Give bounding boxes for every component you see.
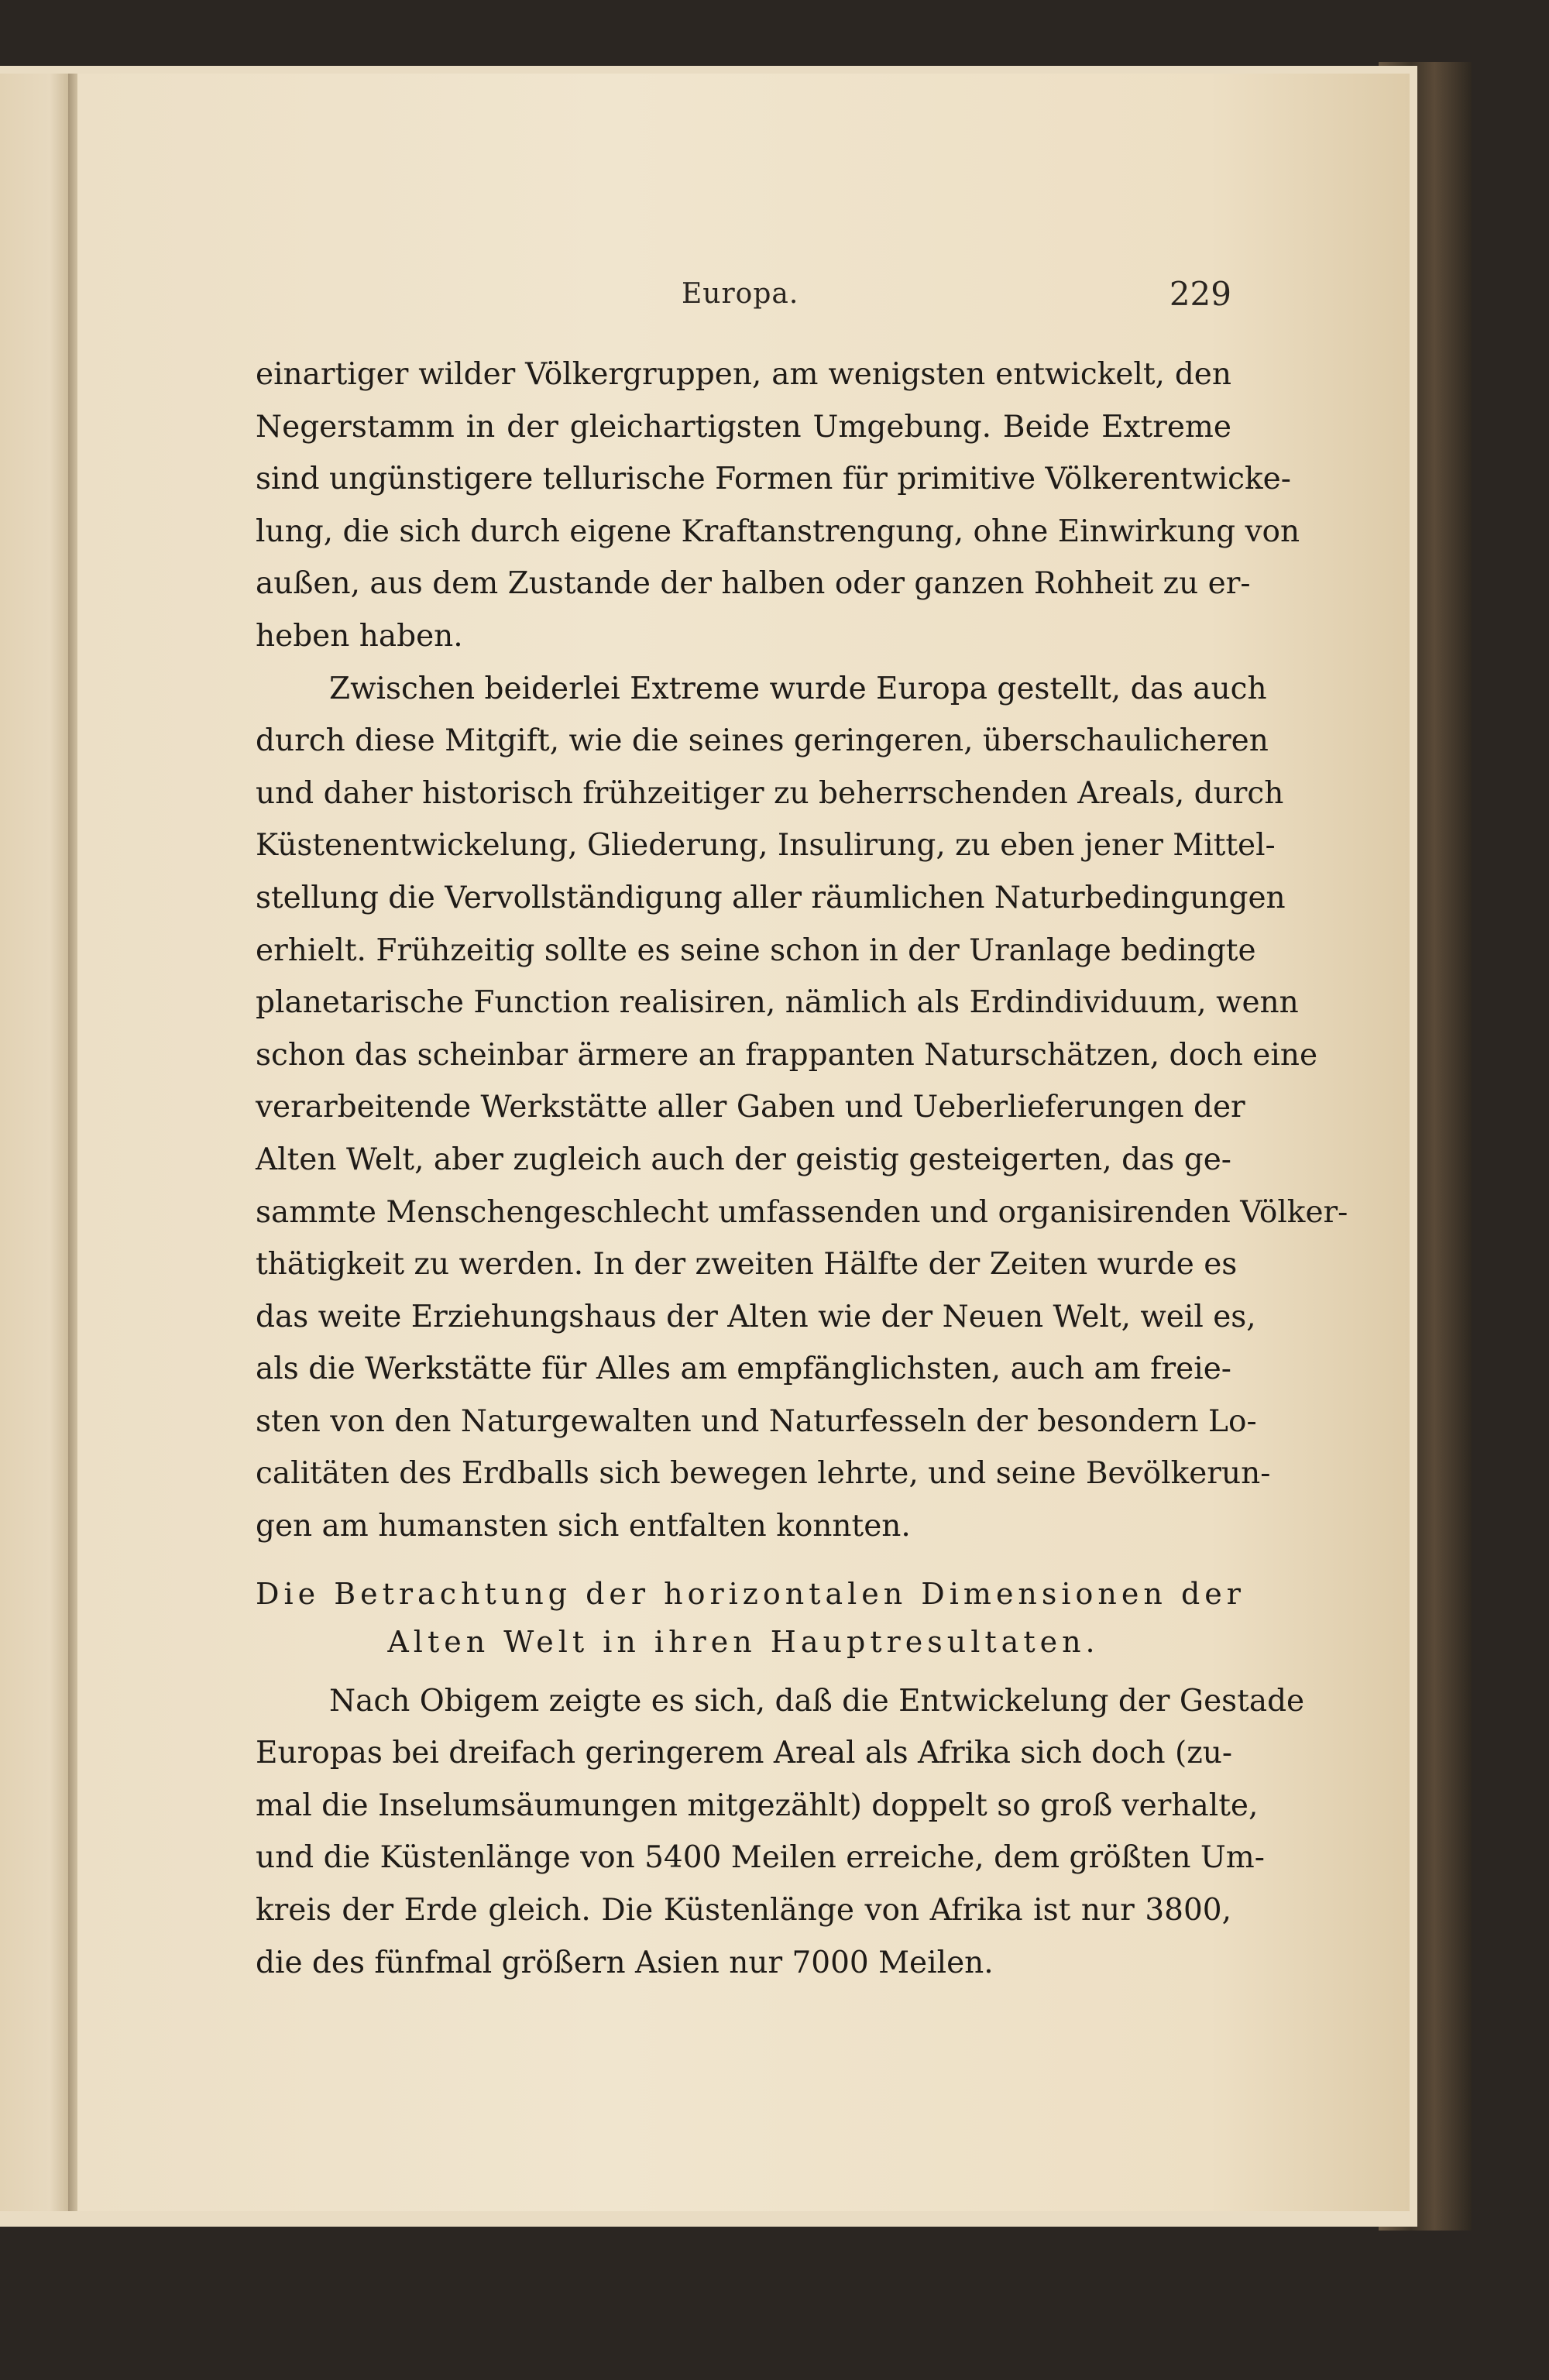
section-heading	[256, 1570, 1245, 1666]
text-line: gen am humansten sich entfalten konnten.	[256, 1509, 911, 1544]
text-line: mal die Inselumsäumungen mitgezählt) doppelt so groß verhalte,	[256, 1788, 1259, 1823]
text-line: Alten Welt, aber zugleich auch der geistig gesteigerten, das ge-	[256, 1142, 1231, 1177]
text-line: heben haben.	[256, 618, 463, 654]
running-head	[256, 275, 1231, 321]
text-line: als die Werkstätte für Alles am empfänglichsten, auch am freie-	[256, 1351, 1231, 1387]
text-line: außen, aus dem Zustande der halben oder ganzen Rohheit zu er-	[256, 566, 1251, 602]
text-line: und daher historisch frühzeitiger zu beherrschenden Areals, durch	[256, 775, 1284, 811]
text-line: sten von den Naturgewalten und Naturfesseln der besondern Lo-	[256, 1403, 1257, 1439]
text-line: durch diese Mitgift, wie die seines geringeren, überschaulicheren	[256, 723, 1269, 759]
text-line: erhielt. Frühzeitig sollte es seine schon in der Uranlage bedingte	[256, 932, 1256, 968]
text-line: Europas bei dreifach geringerem Areal als Afrika sich doch (zu-	[256, 1736, 1233, 1771]
left-page-edge	[0, 74, 71, 2211]
paragraph-1	[256, 349, 1300, 663]
spacer	[256, 1553, 1231, 1570]
text-line: stellung die Vervollständigung aller räumlichen Naturbedingungen	[256, 880, 1286, 915]
body-text	[256, 349, 1348, 1989]
text-line: lung, die sich durch eigene Kraftanstrengung, ohne Einwirkung von	[256, 513, 1300, 549]
text-line: Negerstamm in der gleichartigsten Umgebung. Beide Extreme	[256, 409, 1231, 445]
text-line: schon das scheinbar ärmere an frappanten Naturschätzen, doch eine	[256, 1037, 1318, 1073]
heading-line: Die Betrachtung der horizontalen Dimensionen der	[256, 1576, 1245, 1611]
text-line: sammte Menschengeschlecht umfassenden und organisirenden Völker-	[256, 1194, 1348, 1230]
paragraph-2	[256, 663, 1348, 1553]
text-line: einartiger wilder Völkergruppen, am wenigsten entwickelt, den	[256, 357, 1231, 392]
text-line: Zwischen beiderlei Extreme wurde Europa gestellt, das auch	[329, 671, 1267, 706]
text-line: sind ungünstigere tellurische Formen für primitive Völkerentwicke-	[256, 462, 1291, 497]
text-line: Küstenentwickelung, Gliederung, Insulirung, zu eben jener Mittel-	[256, 828, 1276, 864]
text-line: Nach Obigem zeigte es sich, daß die Entwickelung der Gestade	[329, 1683, 1305, 1719]
heading-line: Alten Welt in ihren Hauptresultaten.	[387, 1624, 1100, 1659]
text-line: die des fünfmal größern Asien nur 7000 Meilen.	[256, 1945, 994, 1980]
text-line: kreis der Erde gleich. Die Küstenlänge von Afrika ist nur 3800,	[256, 1893, 1231, 1928]
paragraph-3	[256, 1675, 1305, 1990]
spacer	[256, 1666, 1231, 1675]
text-line: verarbeitende Werkstätte aller Gaben und Ueberlieferungen der	[256, 1090, 1245, 1125]
page-number: 229	[1169, 275, 1231, 313]
running-title: Europa.	[682, 278, 799, 310]
text-line: das weite Erziehungshaus der Alten wie der Neuen Welt, weil es,	[256, 1299, 1256, 1334]
text-line: thätigkeit zu werden. In der zweiten Hälfte der Zeiten wurde es	[256, 1247, 1238, 1283]
text-line: calitäten des Erdballs sich bewegen lehrte, und seine Bevölkerun-	[256, 1456, 1271, 1492]
text-line: und die Küstenlänge von 5400 Meilen erreiche, dem größten Um-	[256, 1840, 1265, 1876]
text-line: planetarische Function realisiren, nämlich als Erdindividuum, wenn	[256, 985, 1299, 1021]
